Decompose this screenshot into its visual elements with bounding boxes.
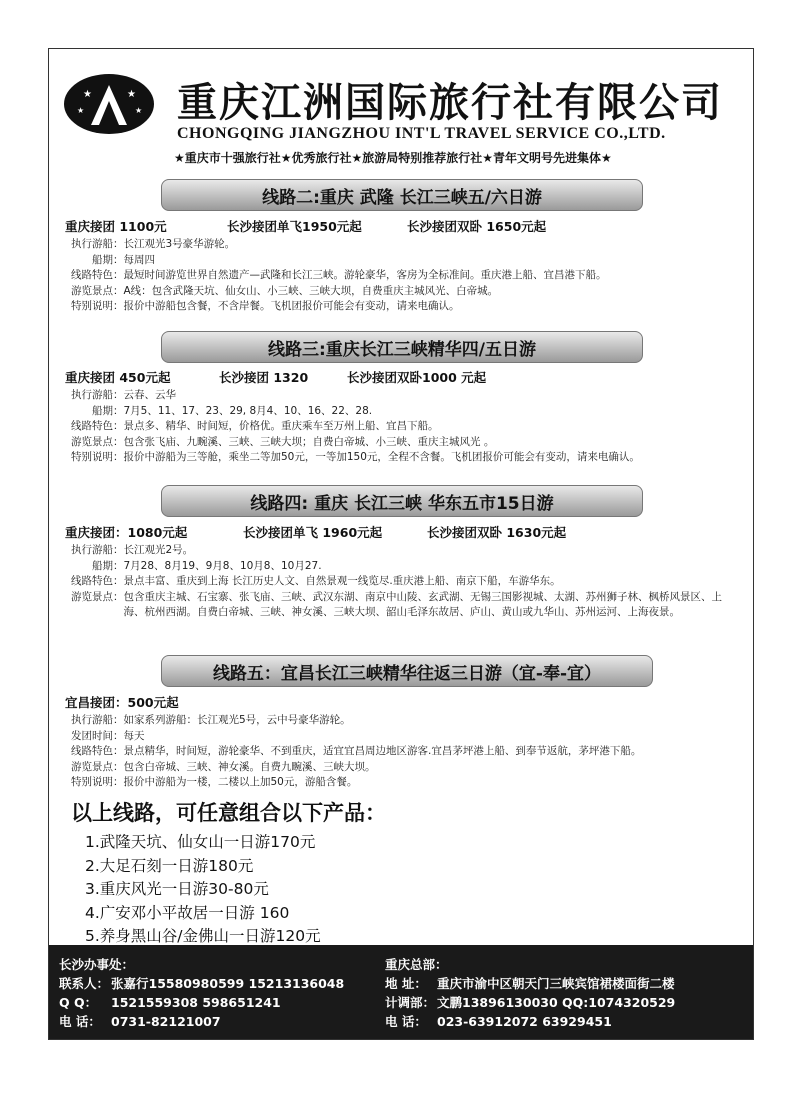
combo-item: 5.养身黑山谷/金佛山一日游120元 [85,927,321,945]
route-title: 线路二:重庆 武隆 长江三峡五/六日游 [161,179,643,211]
route-details [71,713,741,791]
detail-value: 包含重庆主城、石宝寨、张飞庙、三峡、武汉东湖、南京中山陵、玄武湖、无锡三国影视城、太湖、苏州狮子林、枫桥风景区、上海、杭州西湖。自费白帝城、三峡、神女溪、三峡大坝、韶山毛泽东故居、庐山、黄山或九华山、苏州运河、上海夜景。 [123,590,722,618]
detail-value: 云春、云华 [123,389,176,401]
detail-label: 船期： [92,253,124,266]
detail-label: 游览景点： [71,435,124,448]
combo-item: 3.重庆风光一日游30-80元 [85,880,269,898]
contact-value: 023-63912072 63929451 [437,1014,612,1029]
detail-value: A线：包含武隆天坑、仙女山、小三峡、三峡大坝，自费重庆主城风光、白帝城。 [123,284,499,297]
contact-label: 地 址： [385,976,427,991]
detail-value: 景点多、精华、时间短，价格优。重庆乘车至万州上船、宜昌下船。 [123,420,439,432]
detail-label: 执行游船： [71,389,124,401]
detail-value: 报价中游船为一楼，二楼以上加50元，游船含餐。 [123,776,358,788]
detail-value: 每周四 [123,253,155,266]
header [49,49,753,169]
office-title: 长沙办事处： [59,957,135,972]
route-title: 线路四: 重庆 长江三峡 华东五市15日游 [161,485,643,517]
detail-label: 线路特色： [71,575,124,587]
detail-value: 如家系列游船：长江观光5号，云中号豪华游轮。 [123,714,351,726]
price-item: 长沙接团 1320 [219,370,309,385]
price-item: 长沙接团双卧 1630元起 [427,525,567,540]
detail-label: 特别说明： [71,300,124,312]
price-item: 宜昌接团：500元起 [65,695,179,710]
price-item: 重庆接团 450元起 [65,370,171,385]
route-details [71,388,741,466]
price-item: 长沙接团双卧1000 元起 [347,370,487,385]
route-title: 线路三:重庆长江三峡精华四/五日游 [161,331,643,363]
detail-label: 游览景点： [71,590,124,603]
combo-title: 以上线路，可任意组合以下产品： [71,801,386,825]
price-item: 重庆接团 1100元 [65,219,167,234]
detail-value: 最短时间游览世界自然遗产—武隆和长江三峡。游轮豪华，客房为全标准间。重庆港上船、宜昌港下船。 [123,269,607,281]
contact-value: 张嘉行15580980599 15213136048 [111,976,345,991]
detail-value: 7月5、11、17、23、29, 8月4、10、16、22、28. [123,404,373,417]
combo-item: 1.武隆天坑、仙女山一日游170元 [85,833,316,851]
contact-value: 1521559308 598651241 [111,995,281,1010]
detail-label: 游览景点： [71,284,124,297]
flyer-page [48,48,754,1040]
office-title: 重庆总部： [385,957,448,972]
contact-value: 0731-82121007 [111,1014,221,1029]
contact-label: 电 话： [385,1014,427,1029]
changsha-office [59,955,344,1031]
contact-label: Q Q： [59,995,98,1010]
detail-value: 每天 [123,729,145,742]
detail-value: 长江观光2号。 [123,544,194,556]
contact-footer [49,945,753,1039]
company-name-en: CHONGQING JIANGZHOU INT'L TRAVEL SERVICE CO.,LTD. [177,125,666,142]
route-details [71,237,741,315]
svg-text:★: ★ [83,89,92,100]
svg-text:★: ★ [127,89,136,100]
combo-item: 4.广安邓小平故居一日游 160 [85,903,290,922]
price-line [65,523,566,541]
contact-value: 重庆市渝中区朝天门三峡宾馆裙楼面街二楼 [437,976,675,991]
detail-value: 报价中游船为三等舱，乘坐二等加50元，一等加150元，全程不含餐。飞机团报价可能会有变动，请来电确认。 [123,451,640,463]
detail-label: 执行游船： [71,544,124,556]
contact-label: 联系人： [59,976,110,991]
detail-label: 船期： [92,404,124,417]
detail-value: 包含张飞庙、九畹溪、三峡、三峡大坝；自费白帝城、小三峡、重庆主城风光 。 [123,435,495,448]
price-line [65,217,546,235]
detail-label: 船期： [92,559,124,572]
svg-text:★: ★ [135,106,143,115]
contact-value: 文鹏13896130030 QQ:1074320529 [437,995,676,1010]
detail-value: 长江观光3号豪华游轮。 [123,238,236,250]
price-item: 长沙接团双卧 1650元起 [407,219,547,234]
detail-label: 发团时间： [71,729,124,742]
detail-label: 执行游船： [71,238,124,250]
company-name-cn: 重庆江洲国际旅行社有限公司 [177,79,723,126]
detail-label: 执行游船： [71,714,124,726]
contact-label: 计调部： [385,995,436,1010]
detail-value: 景点精华，时间短，游轮豪华、不到重庆，适宜宜昌周边地区游客.宜昌茅坪港上船、到奉节返航，茅坪港下船。 [123,745,642,757]
combo-item: 2.大足石刻一日游180元 [85,856,254,875]
detail-label: 特别说明： [71,776,124,788]
svg-text:★: ★ [77,106,85,115]
route-details [71,543,741,621]
chongqing-hq [385,955,675,1031]
contact-label: 电 话： [59,1014,101,1029]
detail-value: 7月28、8月19、9月8、10月8、10月27. [123,559,322,572]
detail-label: 线路特色： [71,269,124,281]
price-item: 长沙接团单飞1950元起 [227,219,362,234]
detail-label: 特别说明： [71,451,124,463]
detail-value: 景点丰富、重庆到上海 长江历史人文、自然景观一线览尽.重庆港上船、南京下船，车游华东。 [123,575,561,587]
price-item: 长沙接团单飞 1960元起 [243,525,383,540]
detail-value: 报价中游船包含餐，不含岸餐。飞机团报价可能会有变动，请来电确认。 [123,300,460,312]
detail-label: 游览景点： [71,760,124,773]
route-title: 线路五：宜昌长江三峡精华往返三日游（宜-奉-宜） [161,655,653,687]
combo-list [85,831,321,949]
price-line [65,368,486,386]
detail-value: 包含白帝城、三峡、神女溪。自费九畹溪、三峡大坝。 [123,760,376,773]
slogan: ★重庆市十强旅行社★优秀旅行社★旅游局特别推荐旅行社★青年文明号先进集体★ [174,151,612,165]
detail-label: 线路特色： [71,745,124,757]
price-line [65,693,179,711]
company-logo [63,73,155,135]
detail-label: 线路特色： [71,420,124,432]
price-item: 重庆接团：1080元起 [65,525,188,540]
